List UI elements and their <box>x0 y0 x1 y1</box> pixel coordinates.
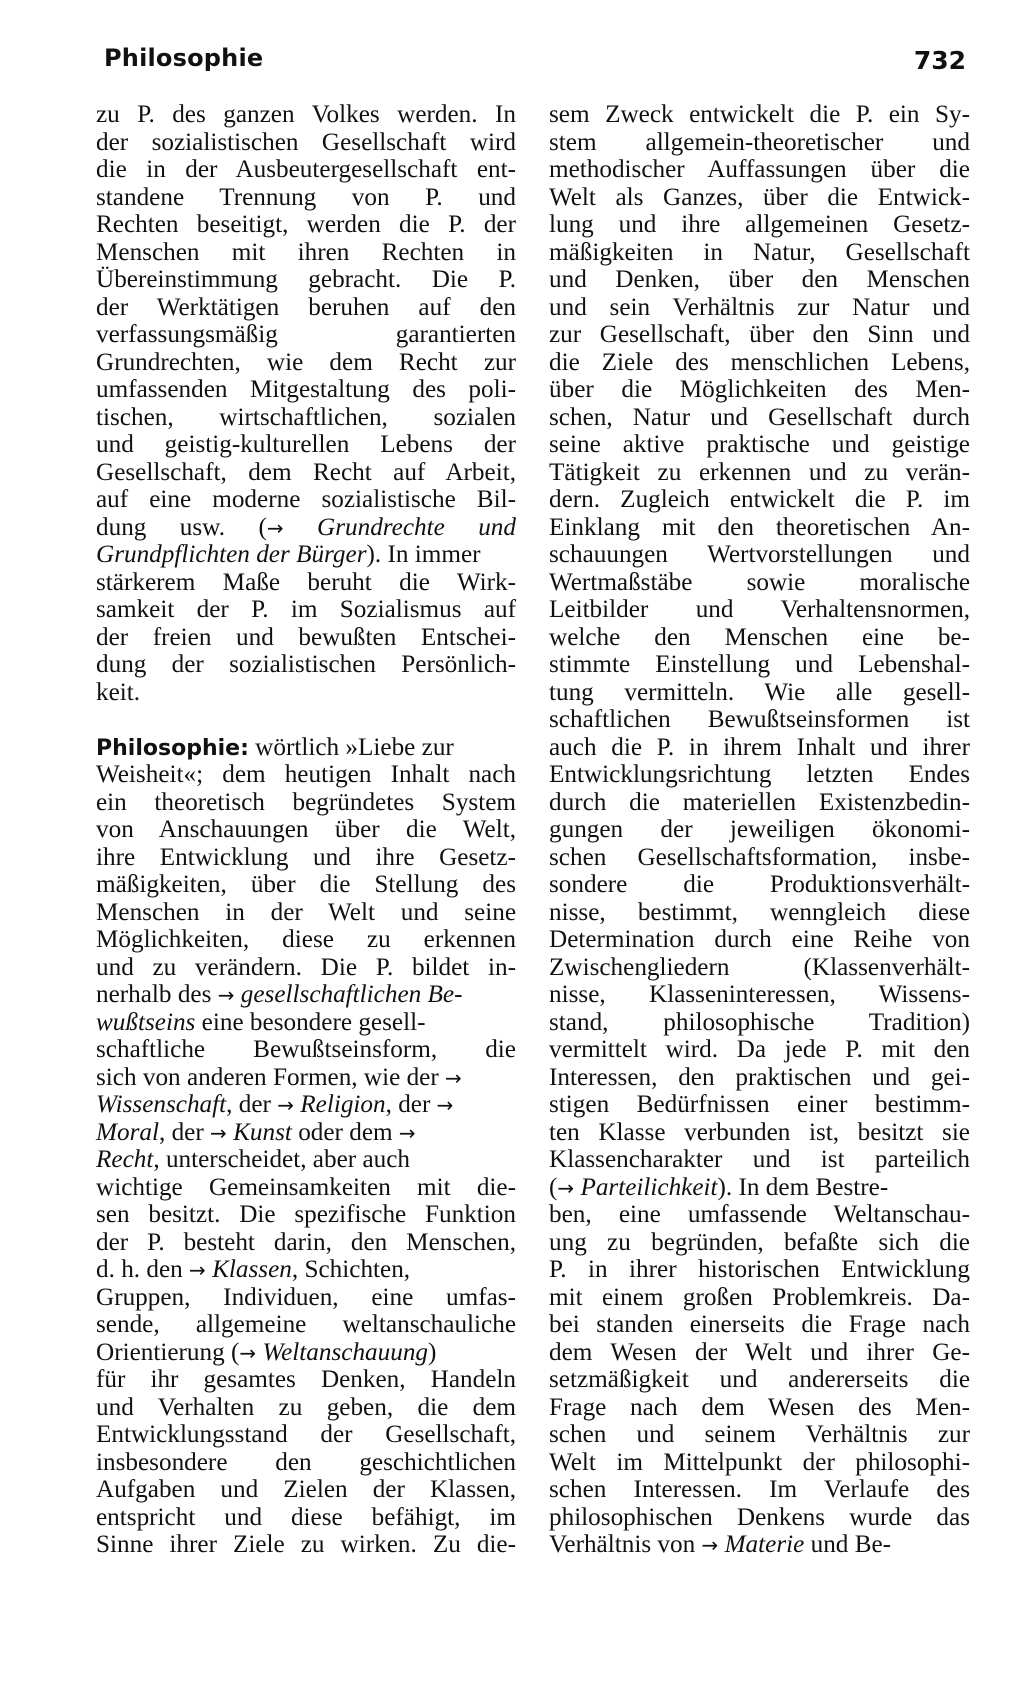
text-line: welche den Menschen eine be- <box>549 623 970 651</box>
right-column <box>549 101 970 1559</box>
text-line: sem Zweck entwickelt die P. ein Sy- <box>549 101 970 128</box>
running-title: Philosophie <box>104 44 264 72</box>
text-line: tung vermitteln. Wie alle gesell- <box>549 678 970 706</box>
text-line: die Ziele des menschlichen Lebens, <box>549 348 970 376</box>
text-line: ung zu begründen, befaßte sich die <box>549 1228 970 1256</box>
cross-reference-link[interactable]: Moral <box>96 1118 159 1146</box>
text-line: und geistig-kulturellen Lebens der <box>96 431 516 458</box>
text-line: über die Möglichkeiten des Men- <box>549 376 970 403</box>
text-line: stand, philosophische Tradition) <box>549 1008 970 1036</box>
arrow-icon: → <box>701 1533 719 1557</box>
text-line: auch die P. in ihrem Inhalt und ihrer <box>549 733 970 761</box>
text-line: standene Trennung von P. und <box>96 183 516 211</box>
text-line: Gesellschaft, dem Recht auf Arbeit, <box>96 458 516 486</box>
arrow-icon: → <box>210 1120 227 1145</box>
text-line: Zwischengliedern (Klassenverhält- <box>549 953 970 981</box>
text-line: Entwicklungsstand der Gesellschaft, <box>96 1421 516 1448</box>
text-line: schen Interessen. Im Verlaufe des <box>549 1476 970 1503</box>
text-line: schaftliche Bewußtseinsform, die <box>96 1036 516 1063</box>
entry-heading-line <box>96 734 516 762</box>
text-line: Welt im Mittelpunkt der philosophi- <box>549 1448 970 1476</box>
text-line: Leitbilder und Verhaltensnormen, <box>549 596 970 623</box>
text-line: und sein Verhältnis zur Natur und <box>549 293 970 321</box>
text-line: auf eine moderne sozialistische Bil- <box>96 486 516 513</box>
entry-term: Philosophie: <box>96 735 249 761</box>
text-line: stärkerem Maße beruht die Wirk- <box>96 568 516 596</box>
text-run: eine besondere gesell- <box>195 1008 426 1036</box>
text-line: dern. Zugleich entwickelt die P. im <box>549 486 970 513</box>
arrow-icon: → <box>239 1340 257 1365</box>
text-line: methodischer Auffassungen über die <box>549 156 970 183</box>
text-line: der Werktätigen beruhen auf den <box>96 293 516 321</box>
text-line: nisse, bestimmt, wenngleich diese <box>549 898 970 926</box>
text-line: ein theoretisch begründetes System <box>96 788 516 816</box>
text-line <box>96 1009 516 1037</box>
text-run: , unterscheidet, aber auch <box>153 1146 410 1173</box>
text-run: ( <box>549 1173 558 1201</box>
text-run: nerhalb des <box>96 981 218 1008</box>
text-line <box>96 1091 516 1119</box>
text-run: Orientierung ( <box>96 1338 240 1366</box>
text-line: Klassencharakter und ist parteilich <box>549 1146 970 1173</box>
text-line: insbesondere den geschichtlichen <box>96 1448 516 1476</box>
text-line: schauungen Wertvorstellungen und <box>549 541 970 568</box>
text-line <box>96 1119 516 1147</box>
text-line: Weisheit«; dem heutigen Inhalt nach <box>96 761 516 788</box>
text-line: Sinne ihrer Ziele zu wirken. Zu die- <box>96 1531 516 1558</box>
text-line <box>549 1531 970 1559</box>
text-line: seine aktive praktische und geistige <box>549 431 970 458</box>
text-line: vermittelt wird. Da jede P. mit den <box>549 1036 970 1063</box>
text-run: , der <box>226 1091 278 1118</box>
cross-reference-link[interactable]: Materie <box>724 1531 805 1558</box>
text-run: , der <box>385 1091 437 1118</box>
page-number: 732 <box>913 46 966 75</box>
arrow-icon: → <box>277 1093 294 1117</box>
text-line: mit einem großen Problemkreis. Da- <box>549 1283 970 1311</box>
arrow-icon: → <box>436 1093 454 1117</box>
text-line: der sozialistischen Gesellschaft wird <box>96 128 516 156</box>
text-line: und Verhalten zu geben, die dem <box>96 1393 516 1421</box>
text-line: Frage nach dem Wesen des Men- <box>549 1393 970 1421</box>
text-line: Möglichkeiten, diese zu erkennen <box>96 926 516 953</box>
text-line: stigen Bedürfnissen einer bestimm- <box>549 1091 970 1118</box>
text-line: Übereinstimmung gebracht. Die P. <box>96 266 516 293</box>
text-run: ) <box>428 1338 437 1366</box>
text-line: schaftlichen Bewußtseinsformen ist <box>549 706 970 733</box>
text-line: dem Wesen der Welt und ihrer Ge- <box>549 1338 970 1366</box>
text-run: dung usw. ( <box>96 513 267 541</box>
text-line: umfassenden Mitgestaltung des poli- <box>96 376 516 403</box>
text-line: Gruppen, Individuen, eine umfas- <box>96 1283 516 1311</box>
cross-reference-link[interactable]: Wissenschaft <box>96 1091 227 1118</box>
text-run: Verhältnis von <box>549 1531 702 1558</box>
text-line: sende, allgemeine weltanschauliche <box>96 1311 516 1338</box>
text-line: die in der Ausbeutergesellschaft ent- <box>96 156 516 183</box>
text-run: ). In immer <box>366 541 481 568</box>
cross-reference-link[interactable]: wußtseins <box>96 1008 196 1036</box>
cross-reference-link[interactable]: Recht <box>96 1146 154 1173</box>
text-line: und zu verändern. Die P. bildet in- <box>96 953 516 981</box>
cross-reference-link[interactable]: Religion <box>300 1091 386 1118</box>
text-line: von Anschauungen über die Welt, <box>96 816 516 843</box>
text-line <box>96 1146 516 1174</box>
text-line: Aufgaben und Zielen der Klassen, <box>96 1476 516 1503</box>
text-line: lung und ihre allgemeinen Gesetz- <box>549 211 970 238</box>
arrow-icon: → <box>557 1175 575 1200</box>
text-line: der P. besteht darin, den Menschen, <box>96 1228 516 1256</box>
text-run: , Schichten, <box>291 1256 411 1283</box>
text-line <box>549 1174 970 1202</box>
paragraph-gap <box>96 706 516 734</box>
text-line: dung der sozialistischen Persönlich- <box>96 651 516 678</box>
text-line: ihre Entwicklung und ihre Gesetz- <box>96 843 516 871</box>
cross-reference-link[interactable]: Weltanschauung <box>262 1338 429 1366</box>
text-line: stimmte Einstellung und Lebenshal- <box>549 651 970 678</box>
text-line: durch die materiellen Existenzbedin- <box>549 788 970 816</box>
arrow-icon: → <box>217 983 235 1007</box>
text-run: wörtlich »Liebe zur <box>248 733 454 761</box>
text-line: wichtige Gemeinsamkeiten mit die- <box>96 1173 516 1201</box>
text-line: stem allgemein-theoretischer und <box>549 128 970 156</box>
text-line: Tätigkeit zu erkennen und zu verän- <box>549 458 970 486</box>
text-line: Rechten beseitigt, werden die P. der <box>96 211 516 238</box>
arrow-icon: → <box>398 1120 416 1145</box>
text-line <box>96 1064 516 1092</box>
text-line: ten Klasse verbunden ist, besitzt sie <box>549 1118 970 1146</box>
text-line: Menschen in der Welt und seine <box>96 898 516 926</box>
text-line: sen besitzt. Die spezifische Funktion <box>96 1201 516 1228</box>
text-line: schen und seinem Verhältnis zur <box>549 1421 970 1448</box>
text-line <box>96 541 516 569</box>
cross-reference-link[interactable]: Grundrechte und <box>317 513 516 541</box>
text-line: Grundrechten, wie dem Recht zur <box>96 348 516 376</box>
text-line: und Denken, über den Menschen <box>549 266 970 293</box>
text-line: bei standen einerseits die Frage nach <box>549 1311 970 1338</box>
text-line: Menschen mit ihren Rechten in <box>96 238 516 266</box>
text-line: P. in ihrer historischen Entwicklung <box>549 1256 970 1283</box>
text-line: samkeit der P. im Sozialismus auf <box>96 596 516 623</box>
cross-reference-link[interactable]: Klassen <box>212 1256 292 1283</box>
text-line: der freien und bewußten Entschei- <box>96 623 516 651</box>
text-line: entspricht und diese befähigt, im <box>96 1503 516 1531</box>
arrow-icon: → <box>266 515 284 540</box>
text-line <box>96 981 516 1009</box>
text-line: setzmäßigkeit und andererseits die <box>549 1366 970 1393</box>
text-line: ben, eine umfassende Weltanschau- <box>549 1201 970 1228</box>
text-line: mäßigkeiten in Natur, Gesellschaft <box>549 238 970 266</box>
text-line: verfassungsmäßig garantierten <box>96 321 516 348</box>
text-line: schen Gesellschaftsformation, insbe- <box>549 843 970 871</box>
text-line: mäßigkeiten, über die Stellung des <box>96 871 516 898</box>
text-line: sondere die Produktionsverhält- <box>549 871 970 898</box>
text-run: oder dem <box>291 1118 399 1146</box>
text-line: tischen, wirtschaftlichen, sozialen <box>96 403 516 431</box>
text-line: Determination durch eine Reihe von <box>549 926 970 953</box>
text-run: ). In dem Bestre- <box>717 1173 889 1201</box>
text-run: d. h. den <box>96 1256 190 1283</box>
text-run: und Be- <box>804 1531 892 1558</box>
text-line: nisse, Klasseninteressen, Wissens- <box>549 981 970 1008</box>
text-line: für ihr gesamtes Denken, Handeln <box>96 1366 516 1393</box>
arrow-icon: → <box>189 1258 206 1282</box>
text-line <box>96 1256 516 1284</box>
cross-reference-link[interactable]: Grundpflichten der Bürger <box>96 541 367 568</box>
arrow-icon: → <box>445 1065 462 1090</box>
cross-reference-link[interactable]: gesellschaftlichen Be- <box>240 981 463 1008</box>
cross-reference-link[interactable]: Parteilichkeit <box>580 1173 718 1201</box>
cross-reference-link[interactable]: Kunst <box>233 1118 292 1146</box>
text-line: zu P. des ganzen Volkes werden. In <box>96 101 516 128</box>
text-run: , der <box>158 1118 211 1146</box>
left-column <box>96 101 516 1559</box>
text-line: Wertmaßstäbe sowie moralische <box>549 568 970 596</box>
text-line: philosophischen Denkens wurde das <box>549 1503 970 1531</box>
text-line: schen, Natur und Gesellschaft durch <box>549 403 970 431</box>
text-line: Entwicklungsrichtung letzten Endes <box>549 761 970 788</box>
text-line: keit. <box>96 678 141 706</box>
text-line: Interessen, den praktischen und gei- <box>549 1063 970 1091</box>
text-line <box>96 1339 516 1367</box>
text-line: Welt als Ganzes, über die Entwick- <box>549 183 970 211</box>
text-line: Einklang mit den theoretischen An- <box>549 513 970 541</box>
text-line: gungen der jeweiligen ökonomi- <box>549 816 970 843</box>
text-line <box>96 514 516 542</box>
text-line: zur Gesellschaft, über den Sinn und <box>549 321 970 348</box>
text-run: sich von anderen Formen, wie der <box>96 1063 446 1091</box>
